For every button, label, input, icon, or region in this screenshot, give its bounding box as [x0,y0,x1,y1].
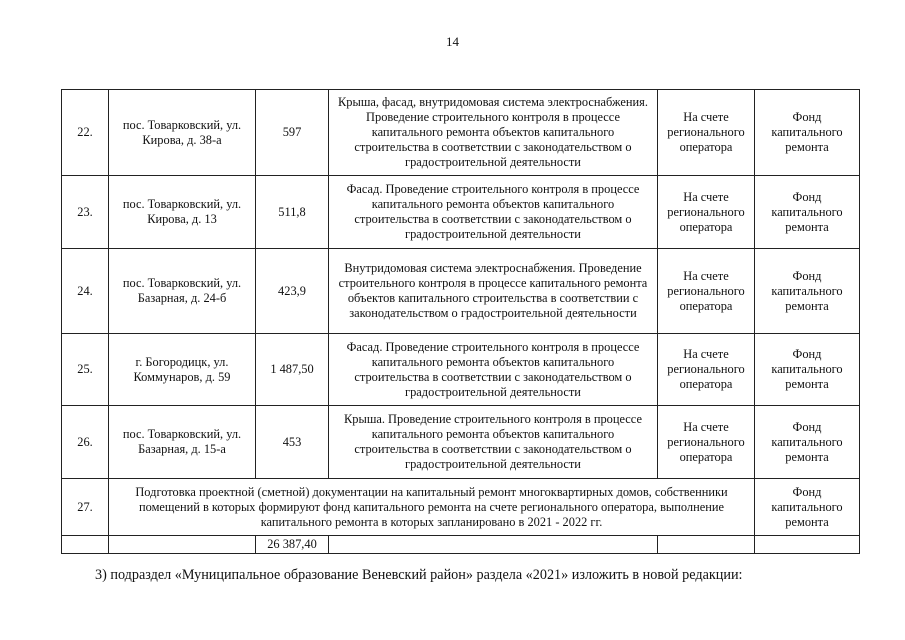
area-cell: 1 487,50 [256,334,329,406]
funding-cell: Фонд капитального ремонта [755,334,860,406]
row-number: 22. [62,90,109,176]
empty-cell [109,536,256,554]
row-number: 25. [62,334,109,406]
page-number: 14 [446,34,459,49]
operator-cell: На счете регионального оператора [658,249,755,334]
total-area-cell: 26 387,40 [256,536,329,554]
row-number: 27. [62,479,109,536]
funding-cell: Фонд капитального ремонта [755,249,860,334]
works-cell: Крыша, фасад, внутридомовая система электроснабжения. Проведение строительного контроля в процессе капитального ремонта объектов капитального строительства в соответствии с законодательством о градостроительной деятельности [329,90,658,176]
total-row [62,536,860,554]
address-cell: г. Богородицк, ул. Коммунаров, д. 59 [109,334,256,406]
operator-cell: На счете регионального оператора [658,334,755,406]
area-cell: 511,8 [256,176,329,249]
address-cell: пос. Товарковский, ул. Базарная, д. 15-а [109,406,256,479]
table-row [62,406,860,479]
address-cell: пос. Товарковский, ул. Базарная, д. 24-б [109,249,256,334]
works-cell: Фасад. Проведение строительного контроля в процессе капитального ремонта объектов капитального строительства в соответствии с законодательством о градостроительной деятельности [329,176,658,249]
row-number: 23. [62,176,109,249]
works-cell: Внутридомовая система электроснабжения. Проведение строительного контроля в процессе капитального ремонта объектов капитального строительства в соответствии с законодательством о градостроительной деятельности [329,249,658,334]
operator-cell: На счете регионального оператора [658,176,755,249]
empty-cell [62,536,109,554]
works-cell: Фасад. Проведение строительного контроля в процессе капитального ремонта объектов капитального строительства в соответствии с законодательством о градостроительной деятельности [329,334,658,406]
empty-cell [329,536,658,554]
table-row [62,176,860,249]
funding-cell: Фонд капитального ремонта [755,90,860,176]
design-documentation-cell: Подготовка проектной (сметной) документации на капитальный ремонт многоквартирных домов, собственники помещений в которых формируют фонд капитального ремонта на счете регионального оператора, выполнение капитального ремонта в которых запланировано в 2021 - 2022 гг. [109,479,755,536]
address-cell: пос. Товарковский, ул. Кирова, д. 13 [109,176,256,249]
table-row [62,479,860,536]
area-cell: 597 [256,90,329,176]
row-number: 26. [62,406,109,479]
area-cell: 453 [256,406,329,479]
empty-cell [755,536,860,554]
table-row [62,90,860,176]
table-row [62,334,860,406]
funding-cell: Фонд капитального ремонта [755,176,860,249]
funding-cell: Фонд капитального ремонта [755,479,860,536]
row-number: 24. [62,249,109,334]
operator-cell: На счете регионального оператора [658,90,755,176]
amendment-note: 3) подраздел «Муниципальное образование Веневский район» раздела «2021» изложить в новой редакции: [95,567,743,583]
works-cell: Крыша. Проведение строительного контроля в процессе капитального ремонта объектов капитального строительства в соответствии с законодательством о градостроительной деятельности [329,406,658,479]
repair-program-table [61,89,860,554]
area-cell: 423,9 [256,249,329,334]
address-cell: пос. Товарковский, ул. Кирова, д. 38-а [109,90,256,176]
funding-cell: Фонд капитального ремонта [755,406,860,479]
table-row [62,249,860,334]
operator-cell: На счете регионального оператора [658,406,755,479]
empty-cell [658,536,755,554]
